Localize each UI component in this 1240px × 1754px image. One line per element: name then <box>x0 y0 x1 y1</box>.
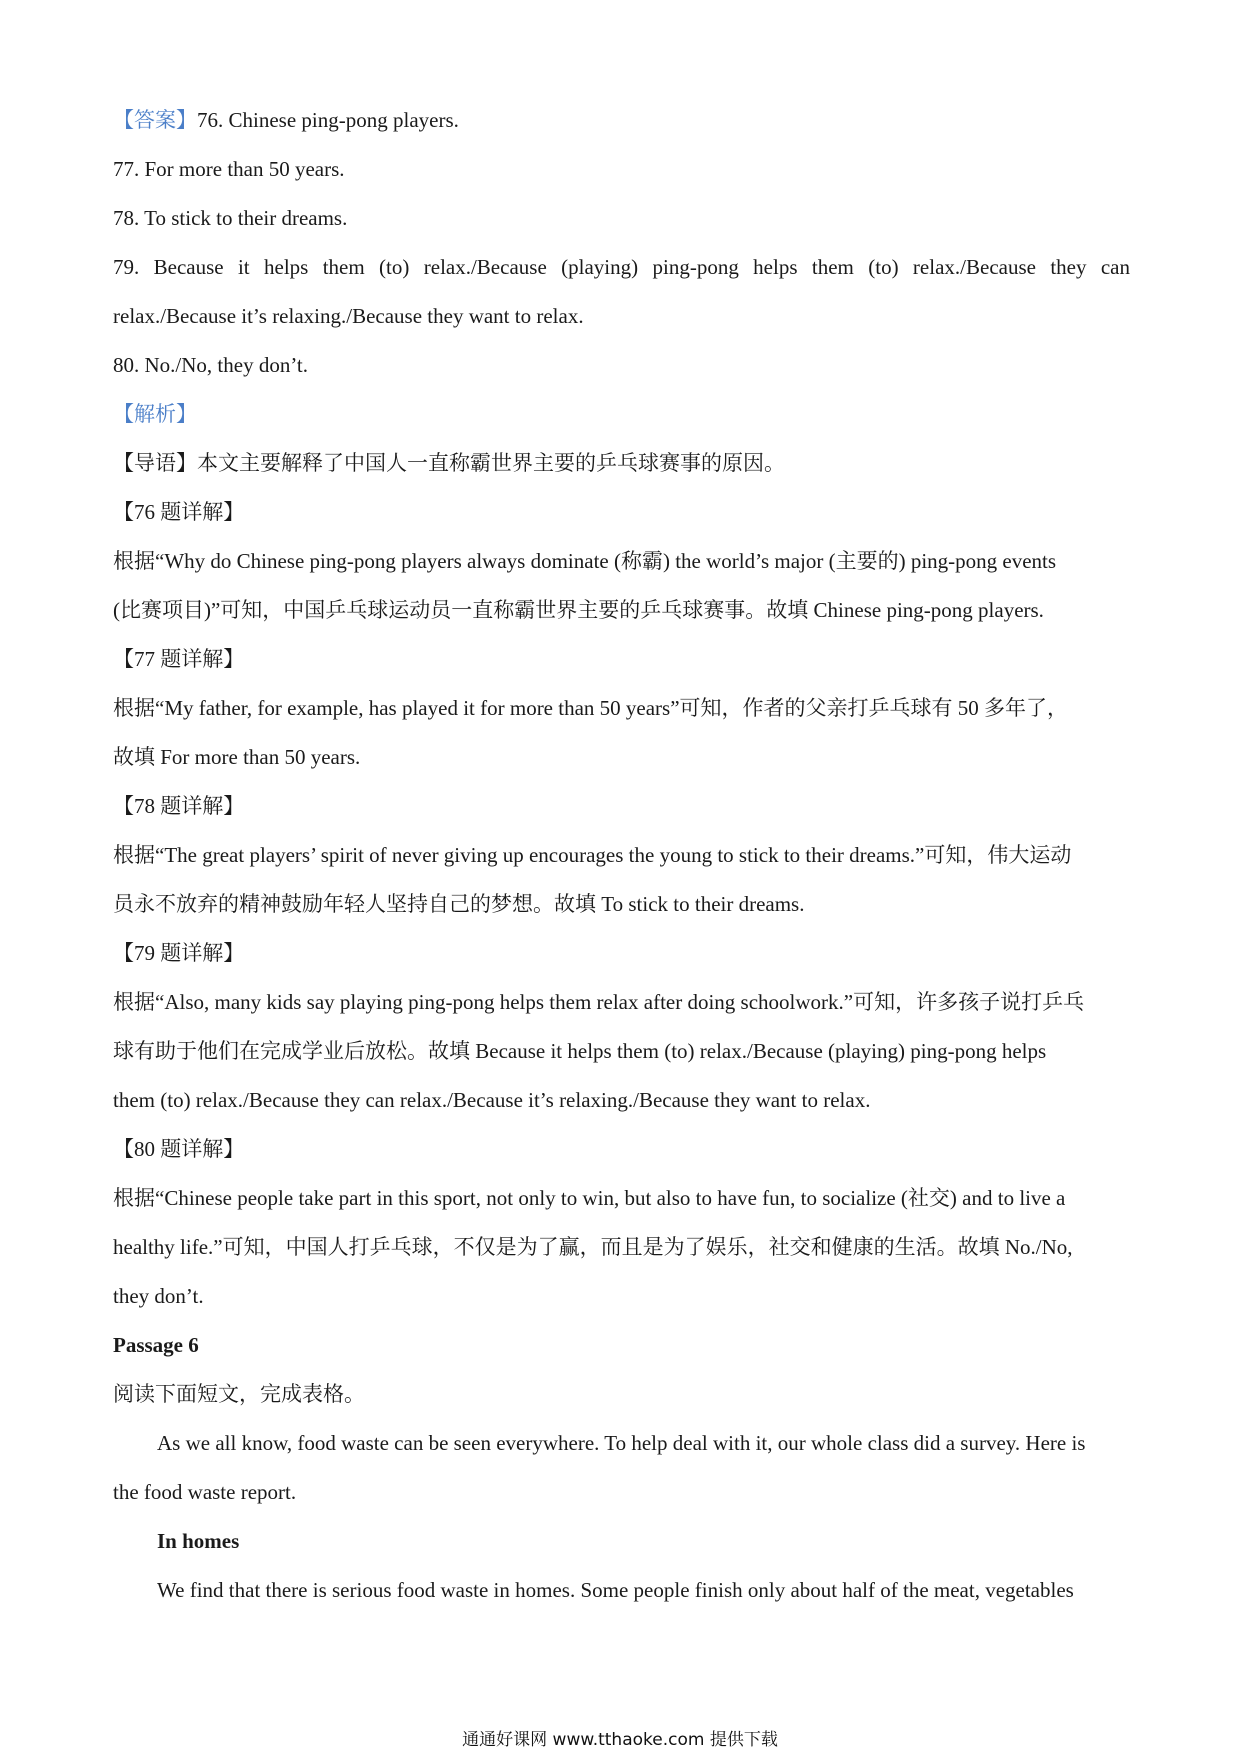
document-body <box>113 96 1130 1615</box>
detail-79-line-2: 球有助于他们在完成学业后放松。故填 Because it helps them (to) relax./Because (playing) ping-pong helps <box>113 1039 1047 1063</box>
detail-heading-76: 【76 题详解】 <box>113 500 245 524</box>
detail-heading-80: 【80 题详解】 <box>113 1137 245 1161</box>
passage-title: Passage 6 <box>113 1333 199 1357</box>
detail-heading-77: 【77 题详解】 <box>113 647 245 671</box>
detail-78-line-2: 员永不放弃的精神鼓励年轻人坚持自己的梦想。故填 To stick to their dreams. <box>113 892 805 916</box>
detail-80-line-3: they don’t. <box>113 1284 204 1308</box>
answer-label: 【答案】 <box>113 108 197 132</box>
passage-paragraph-1: As we all know, food waste can be seen everywhere. To help deal with it, our whole class did a survey. Here is <box>157 1431 1086 1455</box>
answer-line-77: 77. For more than 50 years. <box>113 157 345 181</box>
detail-77-line-1: 根据“My father, for example, has played it for more than 50 years”可知，作者的父亲打乒乓球有 50 多年了， <box>113 696 1069 720</box>
page-footer: 通通好课网 www.tthaoke.com 提供下载 <box>462 1730 778 1750</box>
detail-heading-78: 【78 题详解】 <box>113 794 245 818</box>
detail-76-line-2: (比赛项目)”可知，中国乒乓球运动员一直称霸世界主要的乒乓球赛事。故填 Chinese ping-pong players. <box>113 598 1044 622</box>
detail-79-line-1: 根据“Also, many kids say playing ping-pong helps them relax after doing schoolwork.”可知，许多孩子说打乒乓 <box>113 990 1085 1014</box>
detail-76-line-1: 根据“Why do Chinese ping-pong players always dominate (称霸) the world’s major (主要的) ping-pong events <box>113 549 1057 573</box>
detail-77-line-2: 故填 For more than 50 years. <box>113 745 361 769</box>
passage-paragraph-2: We find that there is serious food waste in homes. Some people finish only about half of the meat, vegetables <box>157 1578 1074 1602</box>
passage-instruction: 阅读下面短文，完成表格。 <box>113 1382 365 1406</box>
answer-line-76: 【答案】76. Chinese ping-pong players. <box>113 108 459 132</box>
detail-78-line-1: 根据“The great players’ spirit of never giving up encourages the young to stick to their dreams.”可知，伟大运动 <box>113 843 1072 867</box>
answer-line-80: 80. No./No, they don’t. <box>113 353 309 377</box>
answer-line-79: 79. Because it helps them (to) relax./Because (playing) ping-pong helps them (to) relax./Because they can <box>113 255 1130 279</box>
section-heading-homes: In homes <box>157 1529 240 1553</box>
answer-line-79-cont: relax./Because it’s relaxing./Because they want to relax. <box>113 304 584 328</box>
intro-line: 【导语】本文主要解释了中国人一直称霸世界主要的乒乓球赛事的原因。 <box>113 451 785 475</box>
detail-80-line-1: 根据“Chinese people take part in this sport, not only to win, but also to have fun, to socialize (社交) and to live a <box>113 1186 1066 1210</box>
detail-80-line-2: healthy life.”可知，中国人打乒乓球，不仅是为了赢，而且是为了娱乐，社交和健康的生活。故填 No./No, <box>113 1235 1073 1259</box>
passage-paragraph-1-cont: the food waste report. <box>113 1480 297 1504</box>
answer-line-78: 78. To stick to their dreams. <box>113 206 348 230</box>
detail-heading-79: 【79 题详解】 <box>113 941 245 965</box>
analysis-label: 【解析】 <box>113 402 197 426</box>
detail-79-line-3: them (to) relax./Because they can relax./Because it’s relaxing./Because they want to relax. <box>113 1088 871 1112</box>
